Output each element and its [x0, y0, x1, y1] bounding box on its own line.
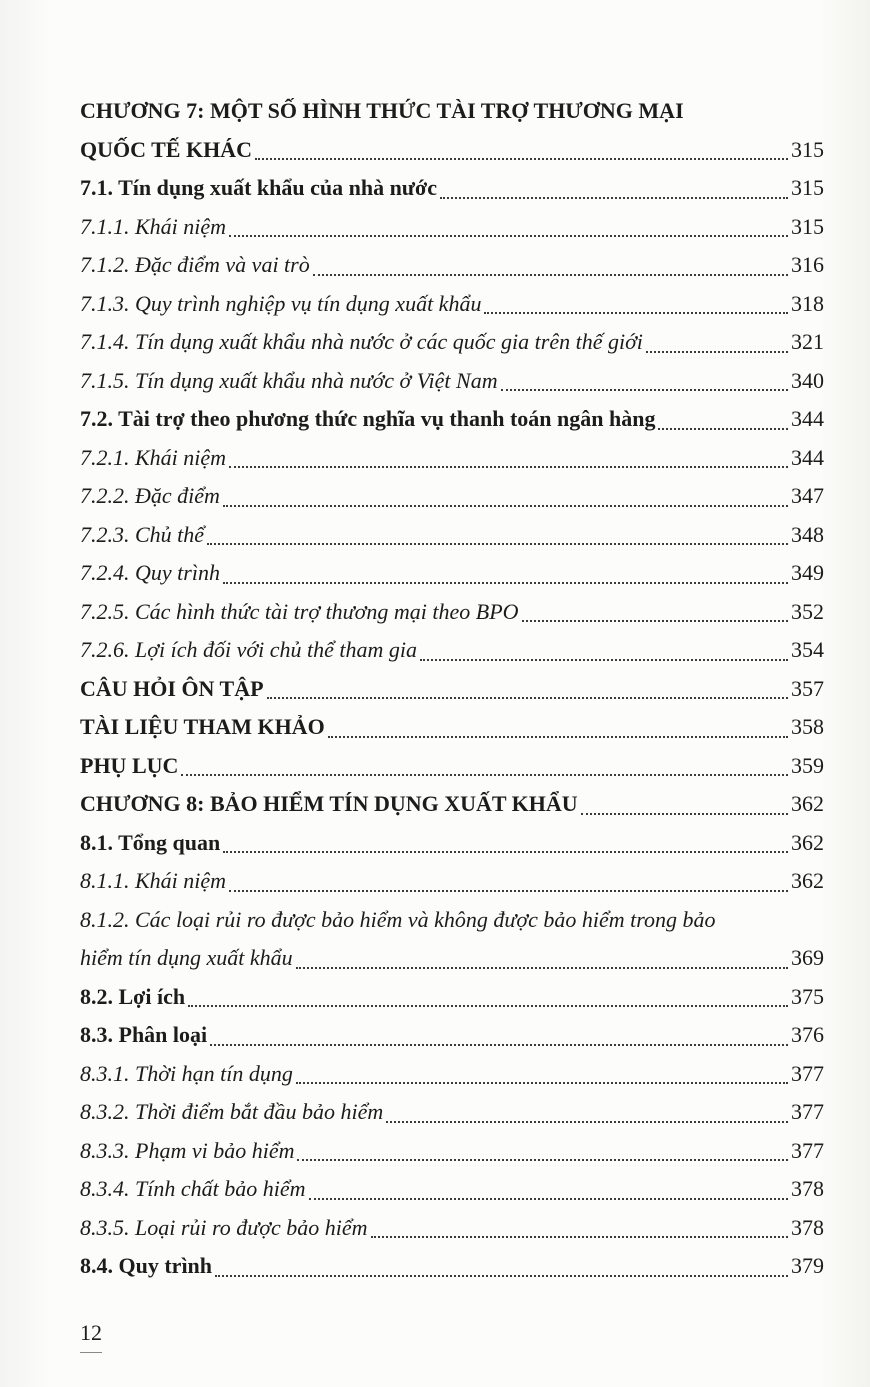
toc-entry[interactable] [80, 593, 824, 632]
toc-entry-title: 8.3.2. Thời điểm bắt đầu bảo hiểm [80, 1099, 384, 1124]
toc-entry[interactable] [80, 747, 824, 786]
toc-page-number: 362 [791, 868, 824, 893]
dot-leader [484, 312, 788, 314]
toc-page-number: 354 [791, 637, 824, 662]
toc-page-number: 359 [791, 752, 824, 778]
toc-entry[interactable] [80, 708, 824, 747]
page-number: 12 [80, 1320, 102, 1345]
dot-leader [188, 1005, 788, 1007]
toc-entry[interactable] [80, 1209, 824, 1248]
toc-page-number: 321 [791, 329, 824, 354]
toc-entry[interactable] [80, 131, 824, 170]
table-of-contents [80, 92, 824, 1286]
toc-entry-title: CHƯƠNG 7: MỘT SỐ HÌNH THỨC TÀI TRỢ THƯƠNG MẠI [80, 98, 684, 123]
dot-leader [440, 197, 788, 199]
dot-leader [371, 1236, 788, 1238]
toc-entry[interactable] [80, 939, 824, 978]
toc-entry-title: 8.1. Tổng quan [80, 829, 221, 855]
dot-leader [255, 158, 788, 160]
toc-entry-title: 7.1.1. Khái niệm [80, 213, 227, 239]
toc-entry[interactable] [80, 323, 824, 362]
toc-page-number: 362 [791, 791, 824, 816]
toc-page-number: 318 [791, 290, 824, 316]
dot-leader [297, 1159, 788, 1161]
dot-leader [522, 620, 788, 622]
toc-entry[interactable] [80, 169, 824, 208]
dot-leader [207, 543, 788, 545]
dot-leader [328, 736, 788, 738]
toc-entry-title: 8.3.5. Loại rủi ro được bảo hiểm [80, 1214, 368, 1240]
toc-entry[interactable] [80, 1170, 824, 1209]
toc-entry-title: 7.1. Tín dụng xuất khẩu của nhà nước [80, 175, 437, 200]
toc-page-number: 344 [791, 406, 824, 431]
toc-entry-title: CHƯƠNG 8: BẢO HIỂM TÍN DỤNG XUẤT KHẨU [80, 791, 578, 816]
toc-entry-title: 8.1.1. Khái niệm [80, 868, 227, 893]
toc-page-number: 315 [791, 136, 824, 162]
dot-leader [223, 505, 788, 507]
toc-entry-title: hiểm tín dụng xuất khẩu [80, 945, 293, 970]
dot-leader [223, 851, 788, 853]
toc-page-number: 378 [791, 1214, 824, 1240]
toc-entry-title: 7.2.3. Chủ thể [80, 521, 205, 547]
toc-page-number: 315 [791, 213, 824, 239]
toc-entry-title: TÀI LIỆU THAM KHẢO [80, 714, 325, 739]
toc-entry-title: 7.2.5. Các hình thức tài trợ thương mại theo BPO [80, 598, 519, 624]
toc-page-number: 378 [791, 1176, 824, 1201]
toc-entry-title: QUỐC TẾ KHÁC [80, 136, 252, 162]
dot-leader [420, 659, 788, 661]
toc-entry-title: 7.1.4. Tín dụng xuất khẩu nhà nước ở các quốc gia trên thế giới [80, 329, 643, 354]
toc-entry[interactable] [80, 516, 824, 555]
dot-leader [210, 1044, 788, 1046]
toc-entry[interactable] [80, 785, 824, 824]
dot-leader [646, 351, 788, 353]
toc-entry-title: 8.4. Quy trình [80, 1253, 213, 1278]
toc-chapter-heading [80, 92, 824, 131]
toc-page-number: 369 [791, 945, 824, 970]
dot-leader [309, 1198, 789, 1200]
dot-leader [386, 1121, 788, 1123]
toc-entry[interactable] [80, 554, 824, 593]
toc-entry[interactable] [80, 1016, 824, 1055]
toc-page-number: 349 [791, 560, 824, 585]
toc-page-number: 362 [791, 829, 824, 855]
toc-entry-title: 7.2. Tài trợ theo phương thức nghĩa vụ thanh toán ngân hàng [80, 406, 656, 431]
toc-page-number: 348 [791, 521, 824, 547]
toc-entry[interactable] [80, 1055, 824, 1094]
toc-page-number: 377 [791, 1137, 824, 1163]
toc-page-number: 344 [791, 444, 824, 470]
toc-entry[interactable] [80, 1093, 824, 1132]
toc-entry[interactable] [80, 978, 824, 1017]
toc-entry-title: 8.3. Phân loại [80, 1022, 208, 1047]
toc-page-number: 347 [791, 483, 824, 508]
toc-page-number: 377 [791, 1060, 824, 1086]
toc-entry-title: 8.2. Lợi ích [80, 983, 186, 1009]
toc-entry[interactable] [80, 400, 824, 439]
toc-page-number: 357 [791, 675, 824, 701]
toc-page-number: 358 [791, 714, 824, 739]
toc-entry-title: CÂU HỎI ÔN TẬP [80, 675, 264, 701]
toc-entry[interactable] [80, 1132, 824, 1171]
toc-page-number: 315 [791, 175, 824, 200]
toc-entry-title: 7.2.1. Khái niệm [80, 444, 227, 470]
toc-entry[interactable] [80, 670, 824, 709]
toc-entry-title: 7.2.2. Đặc điểm [80, 483, 220, 508]
toc-page-number: 375 [791, 983, 824, 1009]
toc-entry-title: 7.2.6. Lợi ích đối với chủ thể tham gia [80, 637, 417, 662]
toc-entry-title: 7.1.2. Đặc điểm và vai trò [80, 252, 310, 277]
toc-entry[interactable] [80, 362, 824, 401]
dot-leader [229, 235, 788, 237]
dot-leader [223, 582, 788, 584]
dot-leader [296, 1082, 788, 1084]
toc-entry-title: PHỤ LỤC [80, 752, 179, 778]
toc-entry[interactable] [80, 1247, 824, 1286]
dot-leader [501, 389, 788, 391]
toc-entry[interactable] [80, 208, 824, 247]
toc-entry[interactable] [80, 246, 824, 285]
toc-entry[interactable] [80, 824, 824, 863]
toc-entry[interactable] [80, 862, 824, 901]
toc-page-number: 316 [791, 252, 824, 277]
toc-entry[interactable] [80, 285, 824, 324]
toc-entry-title: 7.1.5. Tín dụng xuất khẩu nhà nước ở Việt Nam [80, 367, 498, 393]
toc-page-number: 352 [791, 598, 824, 624]
toc-entry-wrapped-line [80, 901, 824, 940]
toc-entry[interactable] [80, 439, 824, 478]
toc-page-number: 340 [791, 367, 824, 393]
toc-entry[interactable] [80, 631, 824, 670]
toc-entry[interactable] [80, 477, 824, 516]
toc-entry-title: 8.3.4. Tính chất bảo hiểm [80, 1176, 306, 1201]
toc-entry-title: 8.3.3. Phạm vi bảo hiểm [80, 1137, 295, 1163]
dot-leader [313, 274, 788, 276]
toc-entry-title: 8.1.2. Các loại rủi ro được bảo hiểm và không được bảo hiểm trong bảo [80, 906, 716, 932]
dot-leader [296, 967, 788, 969]
dot-leader [181, 774, 788, 776]
dot-leader [215, 1275, 788, 1277]
toc-page-number: 379 [791, 1253, 824, 1278]
dot-leader [267, 697, 788, 699]
dot-leader [658, 428, 788, 430]
dot-leader [229, 466, 788, 468]
toc-page-number: 376 [791, 1022, 824, 1047]
dot-leader [581, 813, 788, 815]
toc-page-number: 377 [791, 1099, 824, 1124]
toc-entry-title: 7.2.4. Quy trình [80, 560, 220, 585]
dot-leader [229, 890, 788, 892]
toc-entry-title: 7.1.3. Quy trình nghiệp vụ tín dụng xuất khẩu [80, 290, 482, 316]
toc-entry-title: 8.3.1. Thời hạn tín dụng [80, 1060, 293, 1086]
footer-divider [80, 1352, 102, 1353]
